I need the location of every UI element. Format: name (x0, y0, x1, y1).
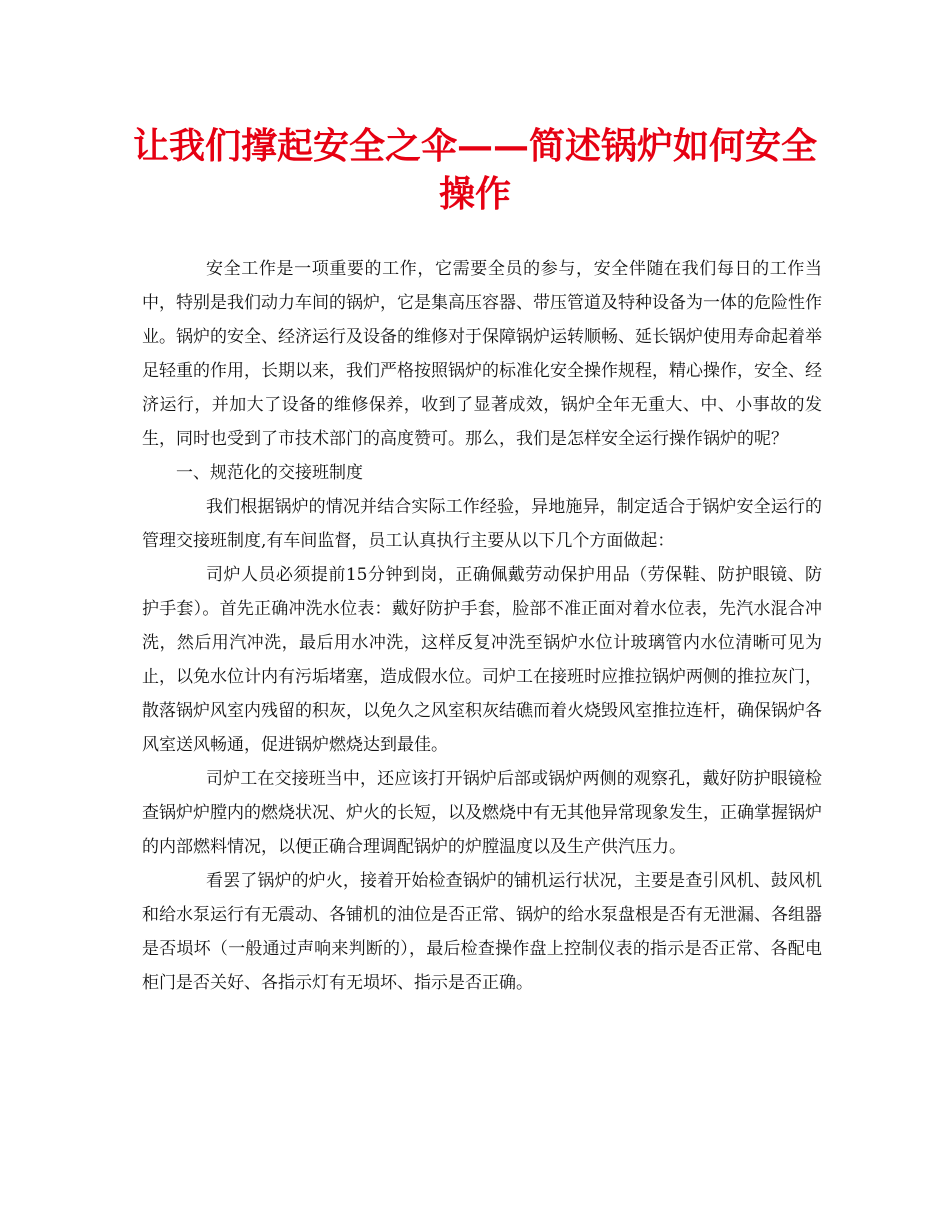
paragraph-intro: 安全工作是一项重要的工作，它需要全员的参与，安全伴随在我们每日的工作当中，特别是我们动力车间的锅炉，它是集高压容器、带压管道及特种设备为一体的危险性作业。锅炉的安全、经济运行及设备的维修对于保障锅炉运转顺畅、延长锅炉使用寿命起着举足轻重的作用，长期以来，我们严格按照锅炉的标准化安全操作规程，精心操作，安全、经济运行，并加大了设备的维修保养，收到了显著成效，锅炉全年无重大、中、小事故的发生，同时也受到了市技术部门的高度赞可。那么，我们是怎样安全运行操作锅炉的呢？ (142, 259, 822, 449)
document-title: 让我们撑起安全之伞——简述锅炉如何安全操作 (132, 125, 817, 215)
document-body (142, 252, 822, 1000)
paragraph-combustion-inspection: 司炉工在交接班当中，还应该打开锅炉后部或锅炉两侧的观察孔，戴好防护眼镜检查锅炉炉膛内的燃烧状况、炉火的长短，以及燃烧中有无其他异常现象发生，正确掌握锅炉的内部燃料情况，以便正确合理调配锅炉的炉膛温度以及生产供汽压力。 (142, 769, 822, 857)
paragraph-boiler-operator-duties: 司炉人员必须提前15分钟到岗，正确佩戴劳动保护用品（劳保鞋、防护眼镜、防护手套）。首先正确冲洗水位表：戴好防护手套，脸部不准正面对着水位表，先汽水混合冲洗，然后用汽冲洗，最后用水冲洗，这样反复冲洗至锅炉水位计玻璃管内水位清晰可见为止，以免水位计内有污垢堵塞，造成假水位。司炉工在接班时应推拉锅炉两侧的推拉灰门，散落锅炉风室内残留的积灰，以免久之风室积灰结礁而着火烧毁风室推拉连杆，确保锅炉各风室送风畅通，促进锅炉燃烧达到最佳。 (142, 565, 822, 755)
paragraph-handover-system: 我们根据锅炉的情况并结合实际工作经验，异地施异，制定适合于锅炉安全运行的管理交接班制度,有车间监督，员工认真执行主要从以下几个方面做起： (142, 497, 822, 551)
section-heading-handover: 一、规范化的交接班制度 (176, 463, 363, 483)
paragraph-auxiliary-inspection: 看罢了锅炉的炉火，接着开始检查锅炉的铺机运行状况，主要是查引风机、鼓风机和给水泵运行有无震动、各铺机的油位是否正常、锅炉的给水泵盘根是否有无泄漏、各组器是否埙坏（一般通过声响来判断的），最后检查操作盘上控制仪表的指示是否正常、各配电柜门是否关好、各指示灯有无埙坏、指示是否正确。 (142, 871, 822, 993)
